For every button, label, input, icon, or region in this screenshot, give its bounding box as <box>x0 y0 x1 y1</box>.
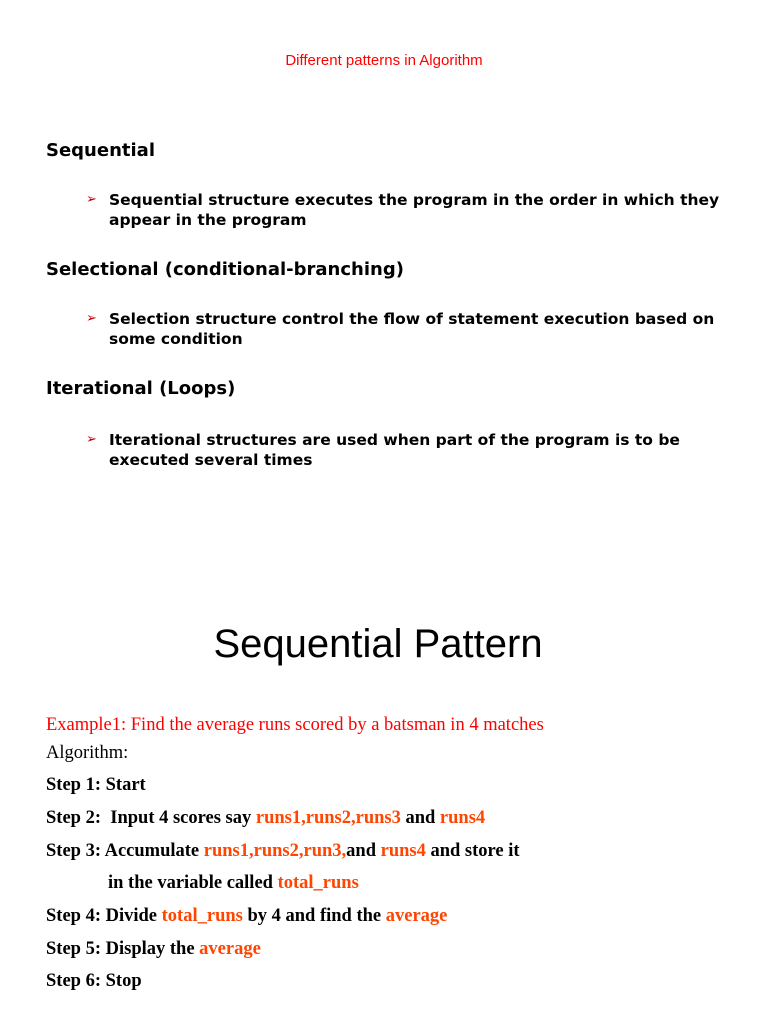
section-heading-iterational: Iterational (Loops) <box>46 378 236 399</box>
algorithm-label: Algorithm: <box>46 743 129 763</box>
step-5 <box>46 939 261 960</box>
step-label: Step 5: <box>46 939 101 959</box>
step-label: Step 4: <box>46 906 101 926</box>
step-text: Accumulate <box>101 841 204 861</box>
variable-highlight: runs4 <box>380 841 426 861</box>
variable-highlight: runs1,runs2,runs3 <box>255 808 401 828</box>
step-6 <box>46 971 142 992</box>
document-title: Different patterns in Algorithm <box>285 52 483 69</box>
bullet-iterational <box>86 430 726 470</box>
step-label: Step 6: <box>46 971 101 991</box>
step-3 <box>46 841 520 862</box>
step-3-continuation <box>108 873 359 894</box>
step-text: and store it <box>425 841 520 861</box>
arrow-bullet-icon: ➢ <box>86 432 97 447</box>
section-heading-selectional: Selectional (conditional-branching) <box>46 259 404 280</box>
step-text: and <box>400 808 440 828</box>
step-text: Start <box>101 775 146 795</box>
bullet-text: Selection structure control the flow of statement execution based on some condition <box>109 310 715 348</box>
arrow-bullet-icon: ➢ <box>86 311 97 326</box>
step-text: Input 4 scores say <box>101 808 256 828</box>
step-text: in the variable called <box>108 873 278 893</box>
step-4 <box>46 906 447 927</box>
variable-highlight: total_runs <box>161 906 243 926</box>
step-text: Stop <box>101 971 142 991</box>
variable-highlight: runs4 <box>439 808 486 828</box>
step-text: by 4 and find the <box>242 906 386 926</box>
bullet-sequential <box>86 190 726 230</box>
step-label: Step 3: <box>46 841 101 861</box>
section-heading-sequential: Sequential <box>46 140 155 161</box>
step-label: Step 1: <box>46 775 101 795</box>
step-text: Display the <box>101 939 200 959</box>
pattern-title: Sequential Pattern <box>213 622 543 666</box>
step-text: Divide <box>101 906 162 926</box>
step-label: Step 2: <box>46 808 101 828</box>
step-1 <box>46 775 146 796</box>
step-2 <box>46 808 485 829</box>
variable-highlight: average <box>385 906 448 926</box>
bullet-selectional <box>86 309 726 349</box>
variable-highlight: total_runs <box>277 873 359 893</box>
arrow-bullet-icon: ➢ <box>86 192 97 207</box>
step-text: and <box>346 841 381 861</box>
bullet-text: Iterational structures are used when part of the program is to be executed several times <box>109 431 680 469</box>
variable-highlight: runs1,runs2,run3, <box>203 841 347 861</box>
variable-highlight: average <box>199 939 261 959</box>
bullet-text: Sequential structure executes the program in the order in which they appear in the program <box>109 191 720 229</box>
example-statement: Example1: Find the average runs scored by a batsman in 4 matches <box>46 715 544 735</box>
